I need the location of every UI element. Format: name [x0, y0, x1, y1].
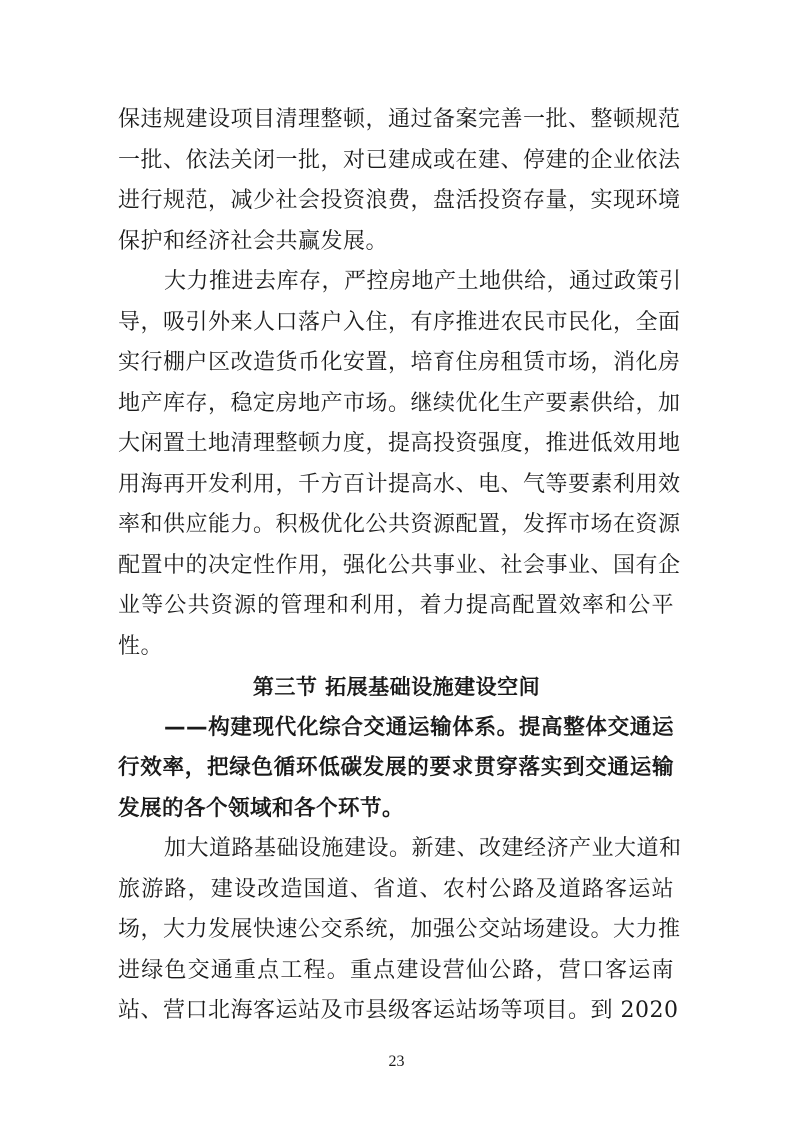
page-number: 23 [388, 1053, 405, 1070]
paragraph-line: 一批、依法关闭一批，对已建成或在建、停建的企业依法 [118, 148, 681, 173]
bold-lead-line: 发展的各个领域和各个环节。 [118, 796, 405, 821]
paragraph-line: 用海再开发利用，千方百计提高水、电、气等要素利用效 [118, 472, 681, 497]
paragraph-line: 率和供应能力。积极优化公共资源配置，发挥市场在资源 [118, 512, 681, 537]
paragraph-line: 导，吸引外来人口落户入住，有序推进农民市民化，全面 [118, 310, 681, 335]
paragraph-line: 大力推进去库存，严控房地产土地供给，通过政策引 [164, 269, 682, 294]
paragraph-line: 性。 [118, 634, 164, 659]
paragraph-line: 进绿色交通重点工程。重点建设营仙公路，营口客运南 [118, 958, 674, 983]
bold-lead-line: 行效率，把绿色循环低碳发展的要求贯穿落实到交通运输 [118, 755, 674, 780]
paragraph-line: 保护和经济社会共赢发展。 [118, 229, 389, 254]
section-heading: 第三节 拓展基础设施建设空间 [252, 675, 541, 699]
paragraph-line: 地产库存，稳定房地产市场。继续优化生产要素供给，加 [118, 391, 681, 416]
paragraph-line: 大闲置土地清理整顿力度，提高投资强度，推进低效用地 [118, 431, 681, 456]
bold-lead-line: ——构建现代化综合交通运输体系。提高整体交通运 [164, 715, 674, 740]
paragraph-line: 旅游路，建设改造国道、省道、农村公路及道路客运站 [118, 877, 674, 902]
paragraph-line: 实行棚户区改造货币化安置，培育住房租赁市场，消化房 [118, 350, 681, 375]
paragraph-line: 场，大力发展快速公交系统，加强公交站场建设。大力推 [118, 917, 681, 942]
paragraph-line: 配置中的决定性作用，强化公共事业、社会事业、国有企 [118, 553, 681, 578]
paragraph-line: 站、营口北海客运站及市县级客运站场等项目。到 2020 [118, 998, 679, 1023]
paragraph-line: 保违规建设项目清理整顿，通过备案完善一批、整顿规范 [118, 107, 681, 132]
paragraph-line: 业等公共资源的管理和利用，着力提高配置效率和公平 [118, 593, 674, 618]
paragraph-line: 加大道路基础设施建设。新建、改建经济产业大道和 [164, 836, 682, 861]
paragraph-line: 进行规范，减少社会投资浪费，盘活投资存量，实现环境 [118, 188, 681, 213]
